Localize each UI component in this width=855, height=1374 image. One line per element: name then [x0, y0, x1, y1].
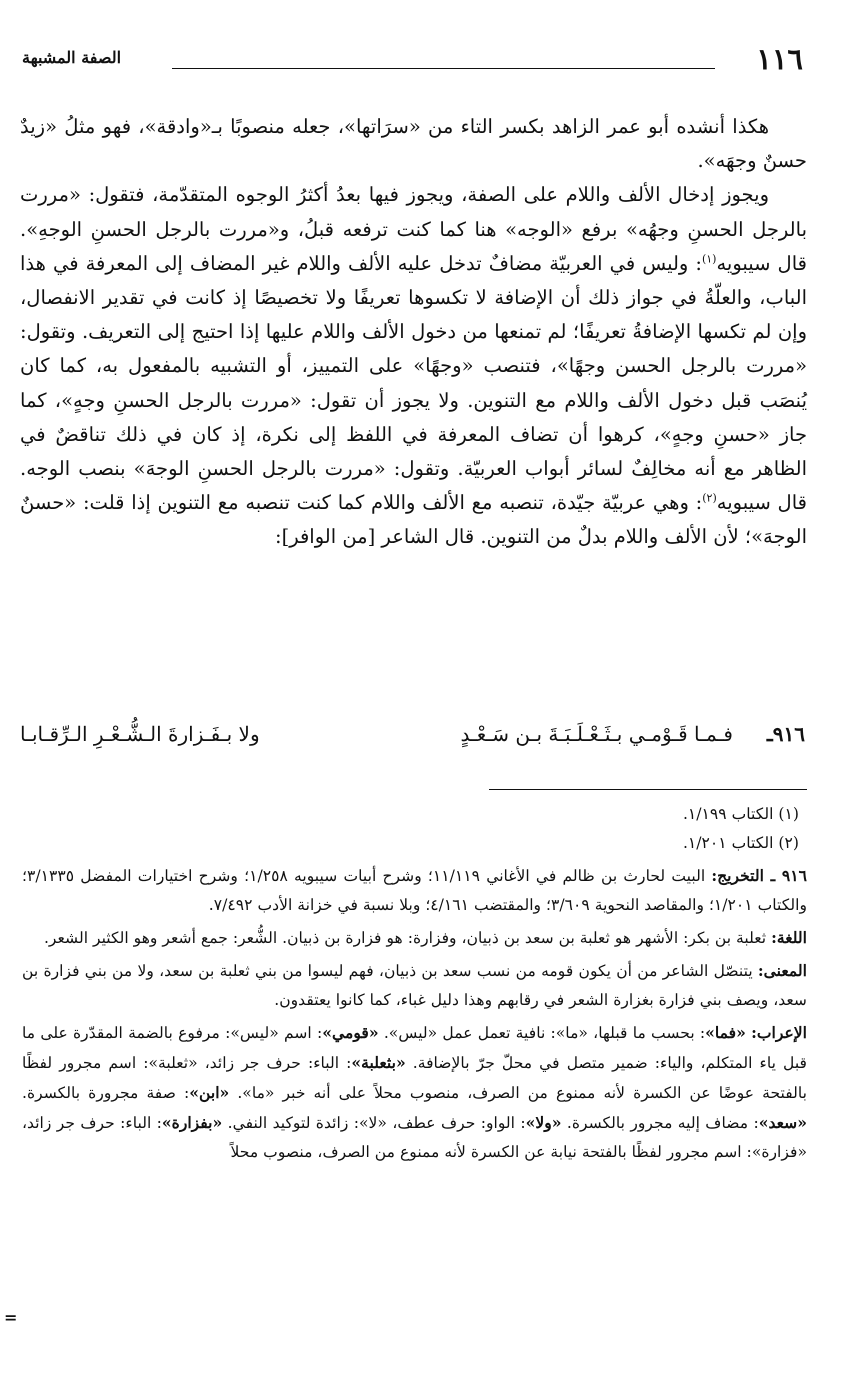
irab-label: الإعراب:	[751, 1023, 807, 1042]
running-title: الصفة المشبهة	[22, 48, 122, 67]
irab-text-2: : اسم «ليس»: مرفوع بالضمة المقدّرة على ما قبل ياء المتكلم، والياء: ضمير متصل في محلّ جرّ بالإضافة.	[22, 1024, 807, 1072]
takhrij-text: البيت لحارث بن ظالم في الأغاني ١١/١١٩؛ وشرح أبيات سيبويه ١/٢٥٨؛ وشرح اختيارات المفضل ٣/١٣٣٥؛ والكتاب ١/٢٠١؛ والمقاصد النحوية ٣/٦٠٩؛ والمقتضب ٤/١٦١؛ وبلا نسبة في خزانة الأدب ٧/٤٩٢.	[22, 867, 807, 914]
footnote-1: (١) الكتاب ١/١٩٩.	[682, 805, 799, 823]
irab-text-6: : الواو: حرف عطف، «لا»: زائدة لتوكيد النفي.	[222, 1114, 526, 1132]
irab-text-4: : صفة مجرورة بالكسرة.	[22, 1084, 190, 1102]
verse-second-hemistich: ولا بـفَـزارةَ الـشُّـعْـرِ الـرِّقـابـا	[20, 722, 260, 746]
irab-text-5: : مضاف إليه مجرور بالكسرة.	[561, 1114, 759, 1132]
irab-term-ibn: «ابن»	[189, 1083, 230, 1102]
note-lugha	[22, 923, 807, 953]
lugha-label: اللغة:	[771, 928, 807, 947]
irab-term-bifazara: «بفزارة»	[161, 1113, 223, 1132]
note-takhrij	[22, 861, 807, 920]
irab-term-wala: «ولا»	[525, 1113, 562, 1132]
irab-text-7: : الباء: حرف جر زائد، «فزارة»: اسم مجرور لفظًا بالفتحة نيابة عن الكسرة لأنه ممنوع من الصرف، منصوب محلاً	[22, 1114, 807, 1161]
irab-text-3: : الباء: حرف جر زائد، «ثعلبة»: اسم مجرور لفظًا بالفتحة عوضًا عن الكسرة لأنه ممنوع من الصرف، منصوب محلاً على أنه خبر «ما».	[22, 1054, 807, 1102]
footnote-ref-1: (١)	[701, 252, 717, 266]
page-header	[22, 38, 803, 78]
maana-label: المعنى:	[757, 961, 807, 980]
continuation-mark: =	[4, 1308, 18, 1327]
paragraph-1: هكذا أنشده أبو عمر الزاهد بكسر التاء من «سرَاتها»، جعله منصوبًا بـ«وادقة»، فهو مثلُ «زيدٌ حسنٌ وجهَه».	[20, 115, 807, 173]
irab-term-bitha-laba: «بثعلبة»	[351, 1053, 406, 1072]
footnote-separator	[489, 789, 807, 790]
irab-term-qawmi: «قومي»	[322, 1023, 379, 1042]
irab-text-1: : بحسب ما قبلها، «ما»: نافية تعمل عمل «ليس».	[378, 1024, 706, 1042]
verse-first-hemistich: فـمـا قَـوْمـي بـثَـعْـلَـبَـةَ بـن سَـعْـدٍ	[460, 722, 733, 746]
header-rule	[172, 68, 715, 69]
irab-term-fama: «فما»	[705, 1023, 746, 1042]
note-irab	[22, 1018, 807, 1167]
maana-text: يتنصّل الشاعر من أن يكون قومه من نسب سعد بن ذبيان، فهم ليسوا من بني ثعلبة بن سعد، ولا من بني فزارة بن سعد، ويصف بني فزارة بغزارة الشعر في رقابهم وهذا دليل غباء، كما كانوا يعتقدون.	[22, 962, 807, 1009]
paragraph-2-part-b: : وليس في العربيّة مضافٌ تدخل عليه الألف واللام غير المضاف إلى المعرفة في هذا الباب، والعلّةُ في جواز ذلك أن الإضافة لا تكسوها تعريفًا ولا تخصيصًا إذ كانت في تقدير الانفصال، وإن لم تكسها الإضافةُ تعريفًا؛ لم تمنعها من دخول الألف واللام عليها إذا احتيج إلى التعريف. وتقول: «مررت بالرجل الحسن وجهًا»، فتنصب «وجهًا» على التمييز، أو التشبيه بالمفعول به، كما كان يُنصَب قبل دخول الألف واللام مع التنوين. ولا يجوز أن تقول: «مررت بالرجل الحسنِ وجهٍ»، كما جاز «حسنِ وجهٍ»، كرهوا أن تضاف المعرفة في اللفظ إلى نكرة، إذ كان في ذلك تناقضٌ في الظاهر مع أنه مخالِفٌ لسائر أبواب العربيّة. وتقول: «مررت بالرجل الحسنِ الوجهَ» بنصب الوجه. قال سيبويه	[20, 251, 807, 515]
footnotes-section	[22, 800, 807, 1167]
poetry-verse	[20, 718, 805, 758]
paragraph-2-part-a: ويجوز إدخال الألف واللام على الصفة، ويجوز فيها بعدُ أكثرُ الوجوه المتقدّمة، فتقول: «مررت بالرجل الحسنِ وجهُه» برفع «الوجه» هنا كما كنت ترفعه قبلُ، و«مررت بالرجل الحسنِ الوجهِ». قال سيبويه	[20, 183, 807, 275]
page-number: ١١٦	[756, 42, 803, 76]
paragraph-2-part-c: : وهي عربيّة جيّدة، تنصبه مع الألف واللام كما كنت تنصبه مع التنوين إذا قلت: «حسنٌ الوجهَ»؛ لأن الألف واللام بدلٌ من التنوين. قال الشاعر [من الوافر]:	[20, 491, 807, 549]
footnote-ref-2: (٢)	[702, 491, 717, 505]
note-maana	[22, 956, 807, 1015]
takhrij-label: ٩١٦ ـ التخريج:	[711, 866, 807, 885]
main-text	[20, 110, 807, 555]
footnote-2: (٢) الكتاب ١/٢٠١.	[682, 834, 799, 852]
paragraph-2	[20, 178, 807, 554]
lugha-text: ثعلبة بن بكر: الأشهر هو ثعلبة بن سعد بن ذبيان، وفزارة: هو فزارة بن ذبيان. الشُّعر: جمع أشعر وهو الكثير الشعر.	[43, 929, 767, 947]
verse-number: ٩١٦ـ	[766, 722, 805, 746]
irab-term-saad: «سعد»	[758, 1113, 807, 1132]
